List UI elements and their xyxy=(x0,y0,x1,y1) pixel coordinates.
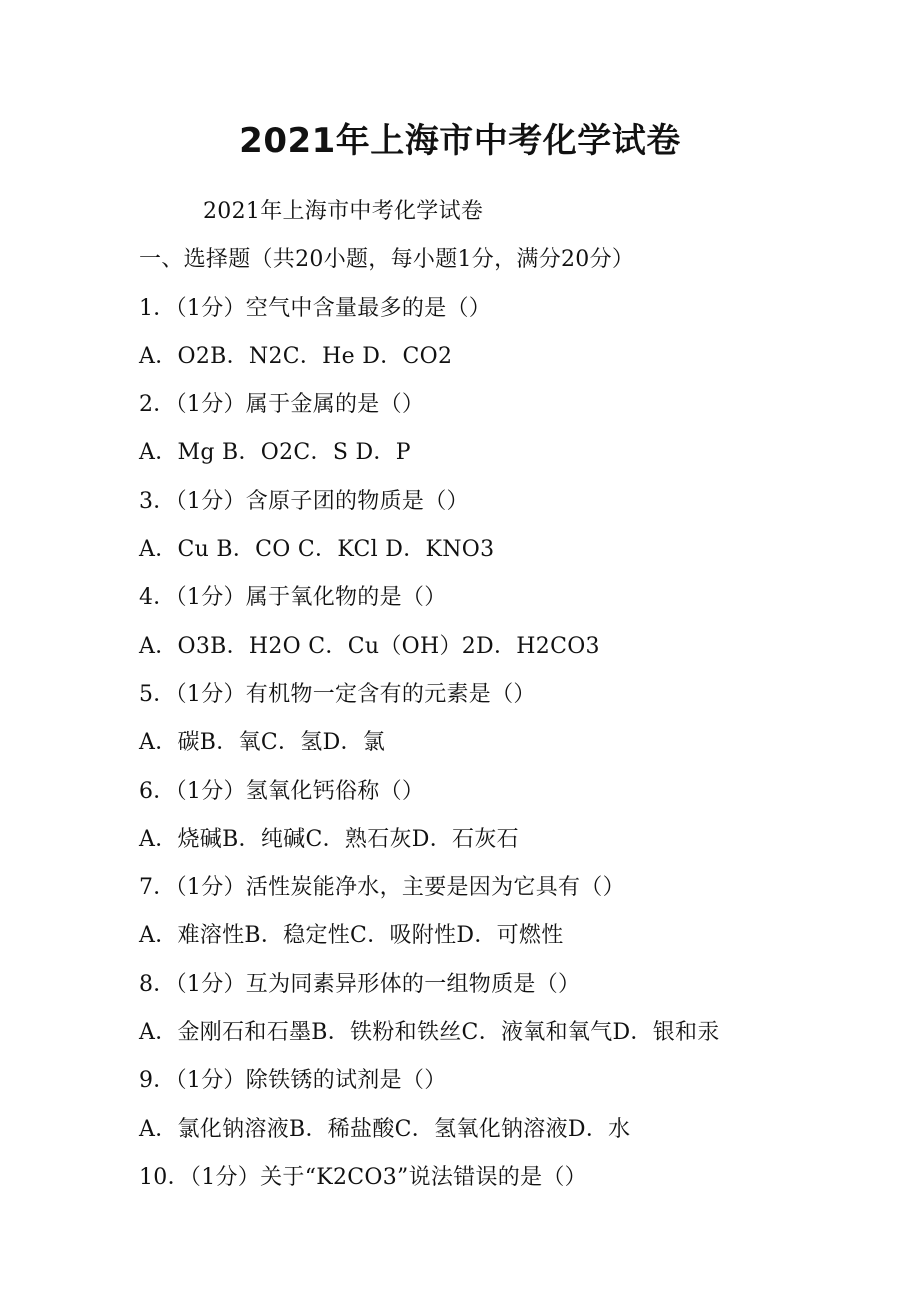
question-8: 8．（1分）互为同素异形体的一组物质是（） xyxy=(139,971,581,997)
section-heading: 一、选择题（共20小题，每小题1分，满分20分） xyxy=(139,247,635,273)
question-4-options: A．O3B．H2O C．Cu（OH）2D．H2CO3 xyxy=(139,633,600,659)
question-5: 5．（1分）有机物一定含有的元素是（） xyxy=(139,681,536,707)
question-2-options: A．Mg B．O2C．S D．P xyxy=(139,440,411,466)
document-title: 2021年上海市中考化学试卷 xyxy=(239,121,681,161)
question-4: 4．（1分）属于氧化物的是（） xyxy=(139,585,447,611)
question-6-options: A．烧碱B．纯碱C．熟石灰D．石灰石 xyxy=(139,826,519,852)
question-1-options: A．O2B．N2C．He D．CO2 xyxy=(139,343,453,369)
question-7: 7．（1分）活性炭能净水，主要是因为它具有（） xyxy=(139,875,625,901)
question-3: 3．（1分）含原子团的物质是（） xyxy=(139,488,469,514)
question-6: 6．（1分）氢氧化钙俗称（） xyxy=(139,778,425,804)
question-7-options: A．难溶性B．稳定性C．吸附性D．可燃性 xyxy=(139,923,564,949)
document-body xyxy=(0,192,920,1206)
question-3-options: A．Cu B．CO C．KCl D．KNO3 xyxy=(139,537,495,563)
question-9-options: A．氯化钠溶液B．稀盐酸C．氢氧化钠溶液D．水 xyxy=(139,1116,631,1142)
question-1: 1．（1分）空气中含量最多的是（） xyxy=(139,295,492,321)
subtitle-line: 2021年上海市中考化学试卷 xyxy=(203,199,484,224)
question-9: 9．（1分）除铁锈的试剂是（） xyxy=(139,1068,447,1094)
question-5-options: A．碳B．氧C．氢D．氯 xyxy=(139,730,386,756)
question-8-options: A．金刚石和石墨B．铁粉和铁丝C．液氧和氧气D．银和汞 xyxy=(139,1020,720,1046)
question-10: 10．（1分）关于“K2CO3”说法错误的是（） xyxy=(139,1164,587,1190)
question-2: 2．（1分）属于金属的是（） xyxy=(139,392,425,418)
